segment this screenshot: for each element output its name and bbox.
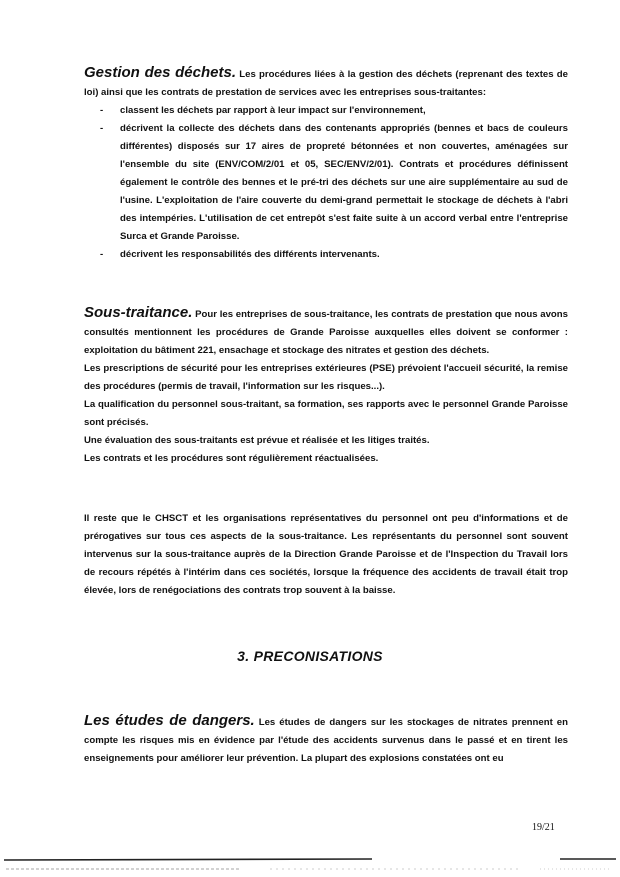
list-item bbox=[84, 120, 568, 246]
subcontracting-paragraph: Une évaluation des sous-traitants est prévue et réalisée et les litiges traités. bbox=[84, 435, 430, 446]
list-item bbox=[84, 246, 568, 264]
waste-management-list bbox=[84, 102, 568, 264]
subcontracting-paragraph: Les contrats et les procédures sont régulièrement réactualisées. bbox=[84, 453, 379, 464]
subcontracting-paragraph: La qualification du personnel sous-traitant, sa formation, ses rapports avec le personnel Grande Paroisse sont précisés. bbox=[84, 399, 568, 428]
danger-studies-heading: Les études de dangers. bbox=[84, 712, 255, 729]
subcontracting-paragraph bbox=[84, 304, 568, 360]
chsct-paragraph: Il reste que le CHSCT et les organisations représentatives du personnel ont peu d'informations et de prérogatives sur tous ces aspects de la sous-traitance. Les représentants du personnel sont souvent intervenus sur la sous-traitance auprès de la Direction Grande Paroisse et de l'Inspection du Travail lors de recours répétés à l'intérim dans ces sociétés, lorsque la fréquence des accidents de travail était trop élevée, lors de renégociations des contrats trop souvent à la baisse. bbox=[84, 513, 568, 596]
page-number: 19/21 bbox=[532, 822, 555, 833]
chsct-section bbox=[84, 510, 568, 600]
dash-bullet: - bbox=[100, 105, 104, 116]
dash-bullet: - bbox=[100, 249, 104, 260]
list-item bbox=[84, 102, 568, 120]
danger-studies-text: Les études de dangers sur les stockages de nitrates prennent en compte les risques mis en évidence par l'étude des accidents survenus dans le passé et en tirent les enseignements pour améliorer leur prévention. La plupart des explosions constatées ont eu bbox=[84, 717, 568, 764]
danger-studies-paragraph bbox=[84, 712, 568, 768]
list-item-text: classent les déchets par rapport à leur impact sur l'environnement, bbox=[120, 105, 426, 116]
waste-management-intro-text: Les procédures liées à la gestion des déchets (reprenant des textes de loi) ainsi que les contrats de prestation de services avec les entreprises sous-traitantes: bbox=[84, 69, 568, 98]
subcontracting-heading: Sous-traitance. bbox=[84, 304, 193, 321]
list-item-text: décrivent la collecte des déchets dans des contenants appropriés (bennes et bacs de couleurs différentes) disposés sur 17 aires de propreté bétonnées et non couvertes, aménagées sur l'ensemble du site (ENV/COM/2/01 et 05, SEC/ENV/2/01). Contrats et procédures définissent également le contrôle des bennes et le pré-tri des déchets sur une aire supplémentaire au sud de l'usine. L'exploitation de l'aire couverte du demi-grand permettait le stockage de déchets à l'abri des intempéries. L'utilisation de cet entrepôt s'est faite suite à un accord verbal entre l'entreprise Surca et Grande Paroisse. bbox=[120, 123, 568, 242]
danger-studies-section bbox=[84, 712, 568, 768]
subcontracting-text: Pour les entreprises de sous-traitance, les contrats de prestation que nous avons consultés mentionnent les procédures de Grande Paroisse auxquelles elles doivent se conformer : exploitation du bâtiment 221, ensachage et stockage des nitrates et gestion des déchets. bbox=[84, 309, 568, 356]
waste-management-heading: Gestion des déchets. bbox=[84, 64, 237, 81]
footer-scan-line bbox=[0, 856, 620, 876]
waste-management-section bbox=[84, 64, 568, 264]
waste-management-intro bbox=[84, 64, 568, 102]
section-title: 3. PRECONISATIONS bbox=[237, 648, 383, 664]
subcontracting-paragraph: Les prescriptions de sécurité pour les entreprises extérieures (PSE) prévoient l'accueil sécurité, la remise des procédures (permis de travail, l'information sur les risques...). bbox=[84, 363, 568, 392]
list-item-text: décrivent les responsabilités des différents intervenants. bbox=[120, 249, 380, 260]
dash-bullet: - bbox=[100, 123, 104, 134]
subcontracting-section bbox=[84, 304, 568, 468]
